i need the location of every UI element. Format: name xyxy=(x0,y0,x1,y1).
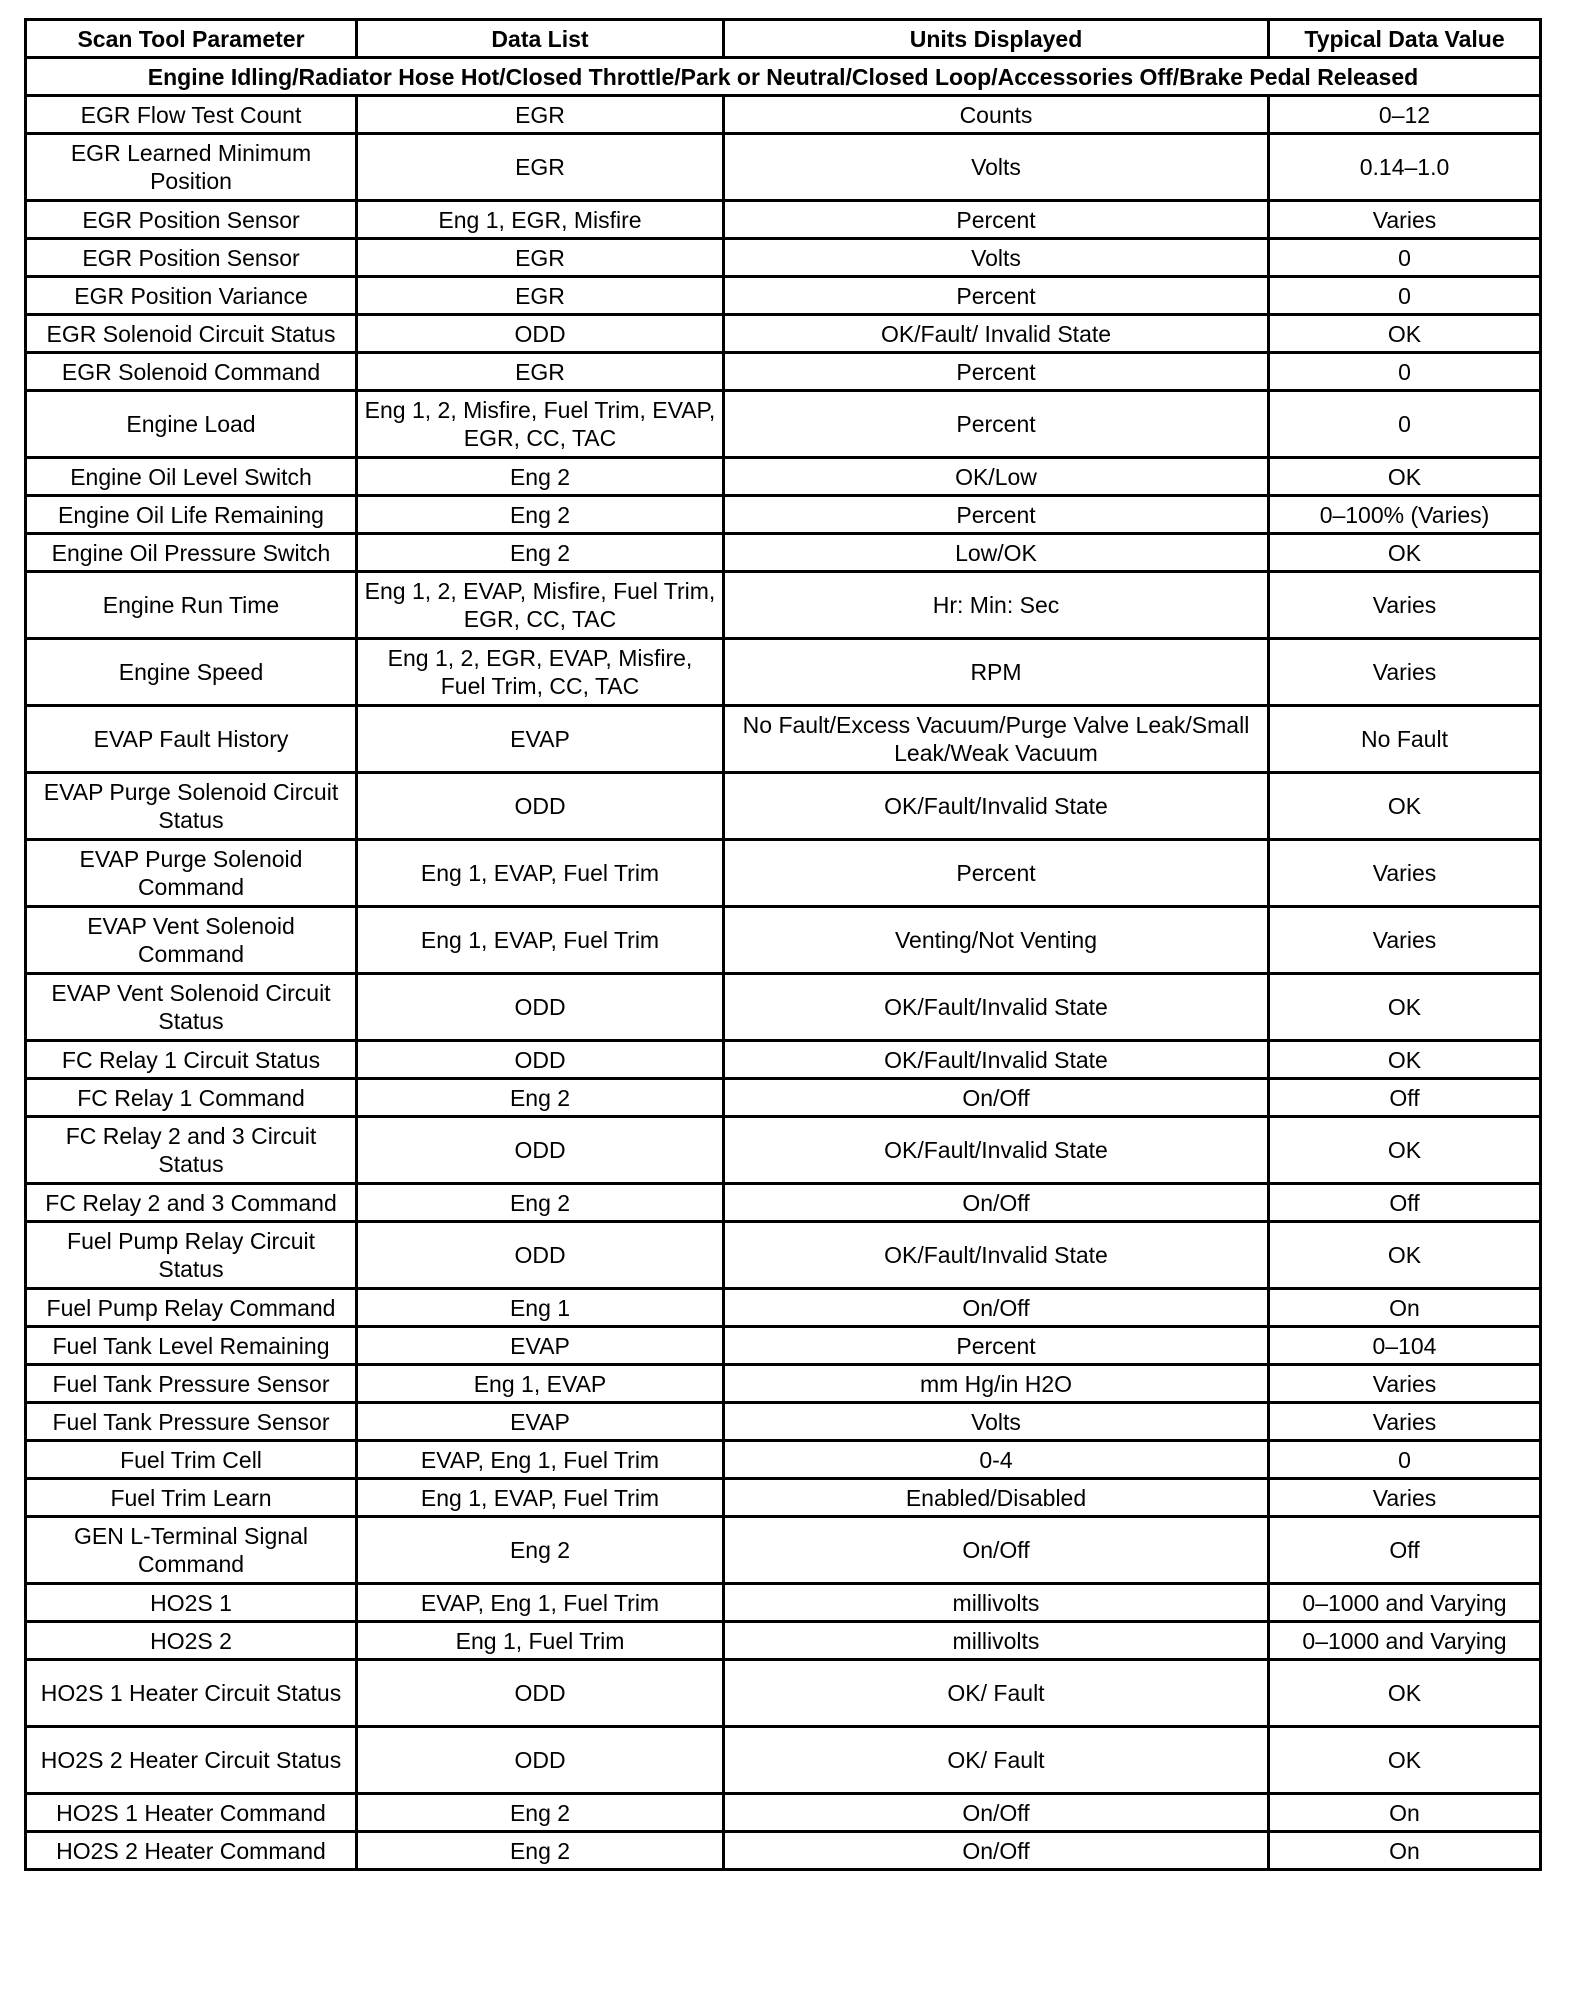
cell-parameter: HO2S 1 Heater Command xyxy=(26,1794,357,1832)
table-row xyxy=(26,1832,1541,1870)
cell-data-list: EVAP xyxy=(357,1403,724,1441)
cell-typical-value: OK xyxy=(1269,773,1541,840)
cell-units-displayed: OK/Low xyxy=(724,458,1269,496)
cell-parameter: Fuel Pump Relay Command xyxy=(26,1289,357,1327)
table-row xyxy=(26,496,1541,534)
cell-data-list: ODD xyxy=(357,974,724,1041)
cell-data-list: ODD xyxy=(357,1727,724,1794)
cell-typical-value: 0 xyxy=(1269,239,1541,277)
cell-parameter: HO2S 2 xyxy=(26,1622,357,1660)
cell-units-displayed: millivolts xyxy=(724,1622,1269,1660)
table-row xyxy=(26,315,1541,353)
table-row xyxy=(26,1327,1541,1365)
cell-parameter: GEN L-Terminal Signal Command xyxy=(26,1517,357,1584)
cell-units-displayed: On/Off xyxy=(724,1517,1269,1584)
cell-data-list: EVAP xyxy=(357,1327,724,1365)
cell-data-list: EGR xyxy=(357,239,724,277)
cell-units-displayed: OK/Fault/Invalid State xyxy=(724,1117,1269,1184)
cell-parameter: Fuel Trim Learn xyxy=(26,1479,357,1517)
cell-data-list: EVAP xyxy=(357,706,724,773)
cell-typical-value: On xyxy=(1269,1832,1541,1870)
table-row xyxy=(26,1622,1541,1660)
cell-parameter: HO2S 2 Heater Command xyxy=(26,1832,357,1870)
cell-units-displayed: Percent xyxy=(724,496,1269,534)
cell-units-displayed: On/Off xyxy=(724,1289,1269,1327)
cell-typical-value: OK xyxy=(1269,534,1541,572)
cell-parameter: Engine Oil Pressure Switch xyxy=(26,534,357,572)
cell-units-displayed: Percent xyxy=(724,277,1269,315)
cell-parameter: EGR Solenoid Command xyxy=(26,353,357,391)
cell-typical-value: 0–1000 and Varying xyxy=(1269,1584,1541,1622)
cell-data-list: EGR xyxy=(357,96,724,134)
cell-typical-value: Varies xyxy=(1269,1365,1541,1403)
table-row xyxy=(26,391,1541,458)
cell-data-list: ODD xyxy=(357,1041,724,1079)
table-row xyxy=(26,572,1541,639)
cell-typical-value: Varies xyxy=(1269,572,1541,639)
cell-typical-value: OK xyxy=(1269,1727,1541,1794)
table-row xyxy=(26,239,1541,277)
cell-parameter: EVAP Purge Solenoid Command xyxy=(26,840,357,907)
table-row xyxy=(26,458,1541,496)
cell-data-list: Eng 2 xyxy=(357,534,724,572)
table-row xyxy=(26,134,1541,201)
table-row xyxy=(26,353,1541,391)
cell-data-list: Eng 1, 2, EGR, EVAP, Misfire, Fuel Trim, CC, TAC xyxy=(357,639,724,706)
cell-data-list: ODD xyxy=(357,315,724,353)
table-row xyxy=(26,1041,1541,1079)
cell-typical-value: Varies xyxy=(1269,1479,1541,1517)
table-row xyxy=(26,1794,1541,1832)
cell-units-displayed: Counts xyxy=(724,96,1269,134)
table-row xyxy=(26,201,1541,239)
cell-parameter: EGR Solenoid Circuit Status xyxy=(26,315,357,353)
cell-parameter: EGR Learned Minimum Position xyxy=(26,134,357,201)
cell-units-displayed: On/Off xyxy=(724,1184,1269,1222)
cell-parameter: EVAP Fault History xyxy=(26,706,357,773)
cell-data-list: Eng 1, EVAP, Fuel Trim xyxy=(357,1479,724,1517)
cell-units-displayed: Percent xyxy=(724,201,1269,239)
cell-parameter: FC Relay 2 and 3 Command xyxy=(26,1184,357,1222)
cell-parameter: FC Relay 1 Command xyxy=(26,1079,357,1117)
header-data-list: Data List xyxy=(357,20,724,58)
cell-data-list: EVAP, Eng 1, Fuel Trim xyxy=(357,1584,724,1622)
cell-typical-value: 0–1000 and Varying xyxy=(1269,1622,1541,1660)
cell-parameter: Engine Oil Life Remaining xyxy=(26,496,357,534)
cell-parameter: EGR Position Sensor xyxy=(26,201,357,239)
cell-units-displayed: Hr: Min: Sec xyxy=(724,572,1269,639)
table-row xyxy=(26,1517,1541,1584)
cell-data-list: Eng 1, Fuel Trim xyxy=(357,1622,724,1660)
cell-typical-value: 0–104 xyxy=(1269,1327,1541,1365)
cell-units-displayed: OK/Fault/Invalid State xyxy=(724,1222,1269,1289)
cell-units-displayed: OK/Fault/Invalid State xyxy=(724,773,1269,840)
cell-data-list: Eng 2 xyxy=(357,1794,724,1832)
cell-typical-value: OK xyxy=(1269,1041,1541,1079)
cell-typical-value: Off xyxy=(1269,1517,1541,1584)
table-row xyxy=(26,907,1541,974)
table-row xyxy=(26,1479,1541,1517)
table-row xyxy=(26,840,1541,907)
cell-data-list: ODD xyxy=(357,1222,724,1289)
cell-typical-value: 0 xyxy=(1269,277,1541,315)
cell-units-displayed: No Fault/Excess Vacuum/Purge Valve Leak/Small Leak/Weak Vacuum xyxy=(724,706,1269,773)
cell-data-list: EGR xyxy=(357,353,724,391)
cell-data-list: Eng 1 xyxy=(357,1289,724,1327)
table-row xyxy=(26,1222,1541,1289)
cell-typical-value: Varies xyxy=(1269,1403,1541,1441)
cell-units-displayed: 0-4 xyxy=(724,1441,1269,1479)
cell-parameter: Engine Speed xyxy=(26,639,357,706)
cell-parameter: Fuel Trim Cell xyxy=(26,1441,357,1479)
cell-typical-value: On xyxy=(1269,1289,1541,1327)
cell-parameter: EVAP Purge Solenoid Circuit Status xyxy=(26,773,357,840)
cell-units-displayed: RPM xyxy=(724,639,1269,706)
table-row xyxy=(26,1365,1541,1403)
cell-parameter: Fuel Pump Relay Circuit Status xyxy=(26,1222,357,1289)
table-row xyxy=(26,1403,1541,1441)
cell-typical-value: OK xyxy=(1269,458,1541,496)
table-row xyxy=(26,1079,1541,1117)
cell-parameter: HO2S 2 Heater Circuit Status xyxy=(26,1727,357,1794)
cell-data-list: Eng 2 xyxy=(357,1517,724,1584)
table-row xyxy=(26,96,1541,134)
document-page xyxy=(24,18,1539,1871)
cell-typical-value: Off xyxy=(1269,1079,1541,1117)
cell-typical-value: 0.14–1.0 xyxy=(1269,134,1541,201)
cell-typical-value: OK xyxy=(1269,1660,1541,1727)
table-row xyxy=(26,1584,1541,1622)
cell-parameter: Engine Run Time xyxy=(26,572,357,639)
cell-data-list: Eng 2 xyxy=(357,1832,724,1870)
cell-units-displayed: Low/OK xyxy=(724,534,1269,572)
cell-typical-value: No Fault xyxy=(1269,706,1541,773)
cell-parameter: EGR Position Sensor xyxy=(26,239,357,277)
cell-typical-value: 0–12 xyxy=(1269,96,1541,134)
cell-parameter: EVAP Vent Solenoid Command xyxy=(26,907,357,974)
cell-data-list: Eng 2 xyxy=(357,458,724,496)
cell-parameter: Fuel Tank Pressure Sensor xyxy=(26,1403,357,1441)
cell-data-list: EVAP, Eng 1, Fuel Trim xyxy=(357,1441,724,1479)
cell-parameter: Engine Oil Level Switch xyxy=(26,458,357,496)
cell-units-displayed: Volts xyxy=(724,239,1269,277)
cell-units-displayed: OK/ Fault xyxy=(724,1727,1269,1794)
cell-typical-value: 0–100% (Varies) xyxy=(1269,496,1541,534)
cell-parameter: EGR Position Variance xyxy=(26,277,357,315)
cell-parameter: FC Relay 2 and 3 Circuit Status xyxy=(26,1117,357,1184)
cell-units-displayed: Volts xyxy=(724,134,1269,201)
cell-parameter: Fuel Tank Level Remaining xyxy=(26,1327,357,1365)
header-row xyxy=(26,20,1541,58)
cell-units-displayed: millivolts xyxy=(724,1584,1269,1622)
cell-units-displayed: OK/Fault/Invalid State xyxy=(724,974,1269,1041)
cell-data-list: ODD xyxy=(357,773,724,840)
cell-units-displayed: Percent xyxy=(724,391,1269,458)
header-units-displayed: Units Displayed xyxy=(724,20,1269,58)
cell-units-displayed: Percent xyxy=(724,840,1269,907)
cell-typical-value: 0 xyxy=(1269,1441,1541,1479)
header-typical-data-value: Typical Data Value xyxy=(1269,20,1541,58)
cell-parameter: EVAP Vent Solenoid Circuit Status xyxy=(26,974,357,1041)
cell-data-list: Eng 1, EGR, Misfire xyxy=(357,201,724,239)
table-row xyxy=(26,1289,1541,1327)
cell-units-displayed: Percent xyxy=(724,1327,1269,1365)
cell-typical-value: OK xyxy=(1269,1222,1541,1289)
table-body xyxy=(26,58,1541,1870)
table-row xyxy=(26,277,1541,315)
scan-tool-data-table xyxy=(24,18,1542,1871)
cell-units-displayed: OK/ Fault xyxy=(724,1660,1269,1727)
cell-typical-value: Varies xyxy=(1269,639,1541,706)
cell-units-displayed: Percent xyxy=(724,353,1269,391)
cell-units-displayed: On/Off xyxy=(724,1832,1269,1870)
cell-units-displayed: Venting/Not Venting xyxy=(724,907,1269,974)
table-row xyxy=(26,706,1541,773)
cell-data-list: Eng 1, EVAP, Fuel Trim xyxy=(357,907,724,974)
cell-parameter: Engine Load xyxy=(26,391,357,458)
cell-data-list: Eng 1, 2, EVAP, Misfire, Fuel Trim, EGR, CC, TAC xyxy=(357,572,724,639)
cell-data-list: Eng 2 xyxy=(357,496,724,534)
table-row xyxy=(26,773,1541,840)
cell-typical-value: Varies xyxy=(1269,907,1541,974)
table-row xyxy=(26,639,1541,706)
cell-parameter: HO2S 1 Heater Circuit Status xyxy=(26,1660,357,1727)
cell-units-displayed: Enabled/Disabled xyxy=(724,1479,1269,1517)
cell-typical-value: OK xyxy=(1269,1117,1541,1184)
cell-data-list: Eng 1, EVAP xyxy=(357,1365,724,1403)
table-row xyxy=(26,1727,1541,1794)
cell-units-displayed: Volts xyxy=(724,1403,1269,1441)
cell-typical-value: Varies xyxy=(1269,840,1541,907)
cell-units-displayed: mm Hg/in H2O xyxy=(724,1365,1269,1403)
cell-data-list: Eng 2 xyxy=(357,1079,724,1117)
cell-typical-value: Varies xyxy=(1269,201,1541,239)
cell-data-list: ODD xyxy=(357,1660,724,1727)
cell-data-list: EGR xyxy=(357,277,724,315)
cell-parameter: EGR Flow Test Count xyxy=(26,96,357,134)
table-row xyxy=(26,1660,1541,1727)
cell-units-displayed: On/Off xyxy=(724,1794,1269,1832)
cell-units-displayed: OK/Fault/ Invalid State xyxy=(724,315,1269,353)
cell-typical-value: 0 xyxy=(1269,391,1541,458)
cell-typical-value: Off xyxy=(1269,1184,1541,1222)
table-row xyxy=(26,974,1541,1041)
table-row xyxy=(26,1441,1541,1479)
table-row xyxy=(26,534,1541,572)
cell-units-displayed: On/Off xyxy=(724,1079,1269,1117)
cell-parameter: Fuel Tank Pressure Sensor xyxy=(26,1365,357,1403)
cell-typical-value: OK xyxy=(1269,315,1541,353)
cell-data-list: ODD xyxy=(357,1117,724,1184)
cell-parameter: HO2S 1 xyxy=(26,1584,357,1622)
operating-condition: Engine Idling/Radiator Hose Hot/Closed Throttle/Park or Neutral/Closed Loop/Accessories Off/Brake Pedal Released xyxy=(26,58,1541,96)
cell-typical-value: OK xyxy=(1269,974,1541,1041)
table-row xyxy=(26,1184,1541,1222)
header-scan-tool-parameter: Scan Tool Parameter xyxy=(26,20,357,58)
cell-units-displayed: OK/Fault/Invalid State xyxy=(724,1041,1269,1079)
cell-typical-value: On xyxy=(1269,1794,1541,1832)
condition-row xyxy=(26,58,1541,96)
cell-data-list: EGR xyxy=(357,134,724,201)
table-row xyxy=(26,1117,1541,1184)
cell-typical-value: 0 xyxy=(1269,353,1541,391)
cell-parameter: FC Relay 1 Circuit Status xyxy=(26,1041,357,1079)
cell-data-list: Eng 1, EVAP, Fuel Trim xyxy=(357,840,724,907)
cell-data-list: Eng 1, 2, Misfire, Fuel Trim, EVAP, EGR, CC, TAC xyxy=(357,391,724,458)
cell-data-list: Eng 2 xyxy=(357,1184,724,1222)
